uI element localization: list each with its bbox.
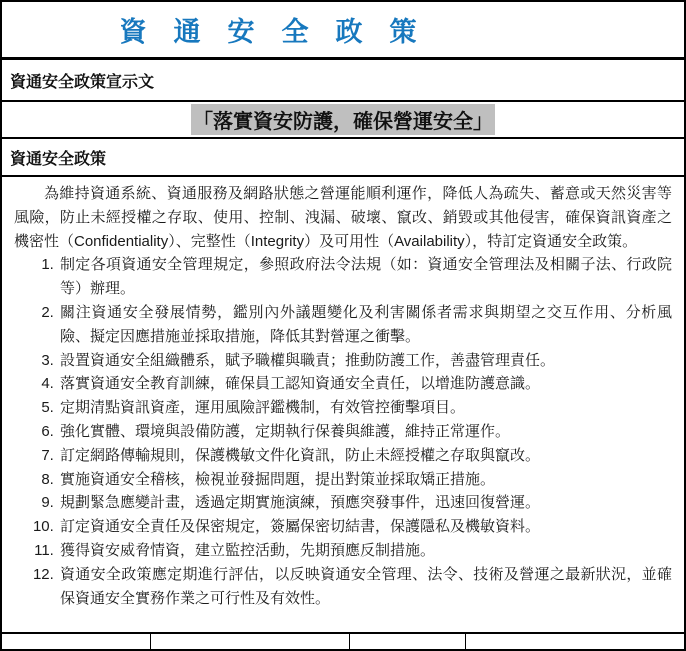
policy-item: 10. 訂定資通安全責任及保密規定，簽屬保密切結書，保護隱私及機敏資料。 [58, 515, 672, 539]
policy-item: 9. 規劃緊急應變計畫，透過定期實施演練，預應突發事件，迅速回復營運。 [58, 491, 672, 515]
policy-item: 3. 設置資通安全組織體系，賦予職權與職責；推動防護工作，善盡管理責任。 [58, 349, 672, 373]
policy-item: 12. 資通安全政策應定期進行評估，以反映資通安全管理、法令、技術及營運之最新狀況，並確保資通安全實務作業之可行性及有效性。 [58, 563, 672, 611]
policy-item: 8. 實施資通安全稽核，檢視並發掘問題，提出對策並採取矯正措施。 [58, 468, 672, 492]
policy-content-row [2, 177, 684, 634]
intro-paragraph: 為維持資通系統、資通服務及網路狀態之營運能順利運作，降低人為疏失、蓄意或天然災害等風險，防止未經授權之存取、使用、控制、洩漏、破壞、竄改、銷毀或其他侵害，確保資訊資產之機密性（Confidentiality）、完整性（Integrity）及可用性（Availability），特訂定資通安全政策。 [14, 185, 672, 250]
policy-list [14, 253, 672, 610]
declaration-heading: 資通安全政策宣示文 [10, 73, 155, 91]
policy-item: 7. 訂定網路傳輸規則，保護機敏文件化資訊，防止未經授權之存取與竄改。 [58, 444, 672, 468]
document-control-cell [2, 634, 150, 651]
document-title: 資 通 安 全 政 策 [119, 17, 417, 47]
document-control-cell [465, 634, 684, 651]
policy-item: 4. 落實資通安全教育訓練，確保員工認知資通安全責任，以增進防護意識。 [58, 372, 672, 396]
document-control-cell [349, 634, 465, 651]
document-title-row [2, 2, 684, 60]
policy-item: 1. 制定各項資通安全管理規定，參照政府法令法規（如：資通安全管理法及相關子法、行政院等）辦理。 [58, 253, 672, 301]
policy-item: 5. 定期清點資訊資產，運用風險評鑑機制，有效管控衝擊項目。 [58, 396, 672, 420]
document-control-cell [150, 634, 349, 651]
document-control-table-row [2, 634, 684, 651]
slogan-text: 「落實資安防護，確保營運安全」 [191, 104, 495, 135]
policy-heading: 資通安全政策 [10, 150, 107, 168]
policy-item: 11. 獲得資安威脅情資，建立監控活動，先期預應反制措施。 [58, 539, 672, 563]
slogan-row [2, 102, 684, 139]
policy-item: 2. 關注資通安全發展情勢，鑑別內外議題變化及利害關係者需求與期望之交互作用、分析風險、擬定因應措施並採取措施，降低其對營運之衝擊。 [58, 301, 672, 349]
policy-item: 6. 強化實體、環境與設備防護，定期執行保養與維護，維持正常運作。 [58, 420, 672, 444]
declaration-heading-row [2, 60, 684, 102]
policy-heading-row [2, 139, 684, 177]
